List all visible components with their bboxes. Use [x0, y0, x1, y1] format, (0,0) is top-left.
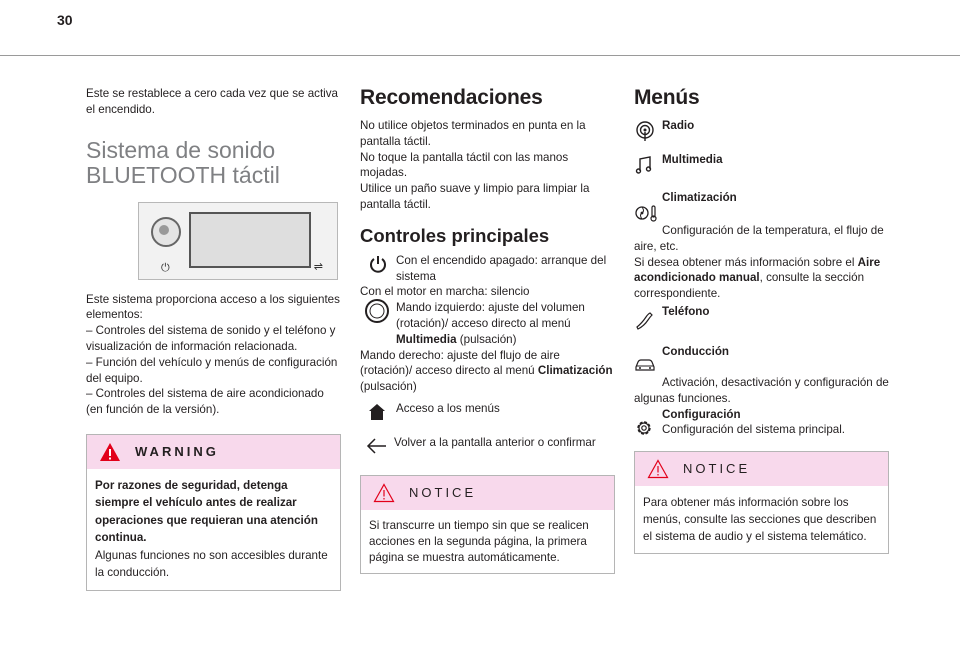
conduccion-title: Conducción: [662, 344, 729, 358]
power-text: Con el encendido apagado: arranque del sistema: [396, 253, 607, 283]
warning-bold-text: Por razones de seguridad, detenga siempre el vehículo antes de realizar operaciones que requieran una atención continua.: [95, 478, 318, 545]
telefono-label: Teléfono: [662, 304, 710, 318]
header-divider: [0, 55, 960, 56]
notice-header-3: [635, 452, 888, 486]
fan-temperature-icon: [634, 190, 662, 224]
home-text: Acceso a los menús: [396, 401, 500, 415]
screen-illustration: [189, 212, 311, 268]
body-line-1: Este sistema proporciona acceso a los siguientes elementos:: [86, 292, 340, 322]
car-icon: [634, 344, 662, 376]
back-arrow-icon: [366, 435, 394, 457]
music-note-icon: [634, 152, 662, 176]
notice-box-3: [634, 451, 889, 554]
menu-climatizacion: [634, 190, 889, 224]
notice-icon: [647, 459, 669, 479]
usb-icon: ⇌: [313, 260, 323, 273]
radio-icon: [634, 118, 662, 142]
warning-body: [87, 469, 340, 590]
right-knob-text: Mando derecho: ajuste del flujo de aire (rotación)/ acceso directo al menú Climatización (pulsación): [360, 348, 613, 394]
section-title-line2: BLUETOOTH táctil: [86, 161, 280, 188]
warning-icon: [99, 442, 121, 462]
knob-icon: [364, 300, 396, 322]
warning-box: [86, 434, 341, 591]
power-icon: ⏻: [161, 261, 170, 274]
notice-icon: [373, 483, 395, 503]
power-row: [368, 253, 615, 285]
recommendation-1: No utilice objetos terminados en punta en la pantalla táctil.: [360, 119, 586, 148]
body-line-4: – Controles del sistema de aire acondicionado (en función de la versión).: [86, 387, 324, 417]
clima-text: Configuración de la temperatura, el flujo de aire, etc.: [634, 224, 884, 253]
knob-illustration: [151, 217, 181, 247]
notice-body-3: [635, 486, 888, 553]
warning-text: Algunas funciones no son accesibles durante la conducción.: [95, 548, 328, 580]
recommendation-2: No toque la pantalla táctil con las manos mojadas.: [360, 150, 569, 180]
menu-configuracion: [634, 407, 889, 439]
controls-title: Controles principales: [360, 224, 550, 246]
recommendation-3: Utilice un paño suave y limpio para limpiar la pantalla táctil.: [360, 182, 590, 211]
knob-row: [364, 300, 615, 347]
notice-body-2: [361, 510, 614, 573]
notice-text-3: Para obtener más información sobre los menús, consulte las secciones que describen el sistema de audio y el sistema telemático.: [643, 495, 877, 543]
column-2: [360, 86, 615, 574]
warning-label: WARNING: [135, 444, 219, 460]
menu-multimedia: [634, 152, 889, 176]
home-icon: [368, 401, 396, 423]
section-title-line1: Sistema de sonido: [86, 136, 276, 163]
knob-text: Mando izquierdo: ajuste del volumen (rotación)/ acceso directo al menú Multimedia (pulsación): [396, 301, 585, 346]
back-row: [366, 435, 615, 457]
config-text: Configuración del sistema principal.: [662, 423, 846, 437]
page-number: 30: [57, 12, 73, 28]
notice-label-3: NOTICE: [683, 460, 751, 476]
back-text: Volver a la pantalla anterior o confirmar: [394, 435, 596, 449]
recommendations-title: Recomendaciones: [360, 86, 543, 109]
warning-header: [87, 435, 340, 469]
body-line-2: – Controles del sistema de sonido y el teléfono y visualización de información relacionada.: [86, 324, 336, 353]
menu-radio: [634, 118, 889, 142]
section-title: [86, 138, 341, 188]
notice-label-2: NOTICE: [409, 485, 477, 501]
notice-box-2: [360, 475, 615, 574]
phone-icon: [634, 304, 662, 332]
notice-header-2: [361, 476, 614, 510]
menu-telefono: [634, 304, 889, 332]
column-3: [634, 86, 889, 554]
gear-icon: [634, 407, 662, 439]
menus-title: Menús: [634, 86, 700, 109]
clima-more-text: Si desea obtener más información sobre el Aire acondicionado manual, consulte la sección correspondiente.: [634, 255, 881, 301]
column-1: [86, 86, 341, 591]
radio-label: Radio: [662, 119, 695, 132]
power-icon: [368, 253, 396, 275]
notice-text-2: Si transcurre un tiempo sin que se realicen acciones en la segunda página, la primera página se muestra automáticamente.: [369, 518, 589, 564]
home-row: [368, 401, 615, 423]
power-text-2: Con el motor en marcha: silencio: [360, 285, 530, 299]
conduccion-text: Activación, desactivación y configuración de algunas funciones.: [634, 375, 889, 405]
clima-title: Climatización: [662, 191, 737, 204]
intro-text: Este se restablece a cero cada vez que se activa el encendido.: [86, 87, 338, 116]
menu-conduccion: [634, 344, 889, 376]
config-title: Configuración: [662, 407, 741, 421]
multimedia-label: Multimedia: [662, 153, 723, 166]
body-line-3: – Función del vehículo y menús de configuración del equipo.: [86, 355, 338, 385]
device-illustration: [138, 202, 338, 280]
